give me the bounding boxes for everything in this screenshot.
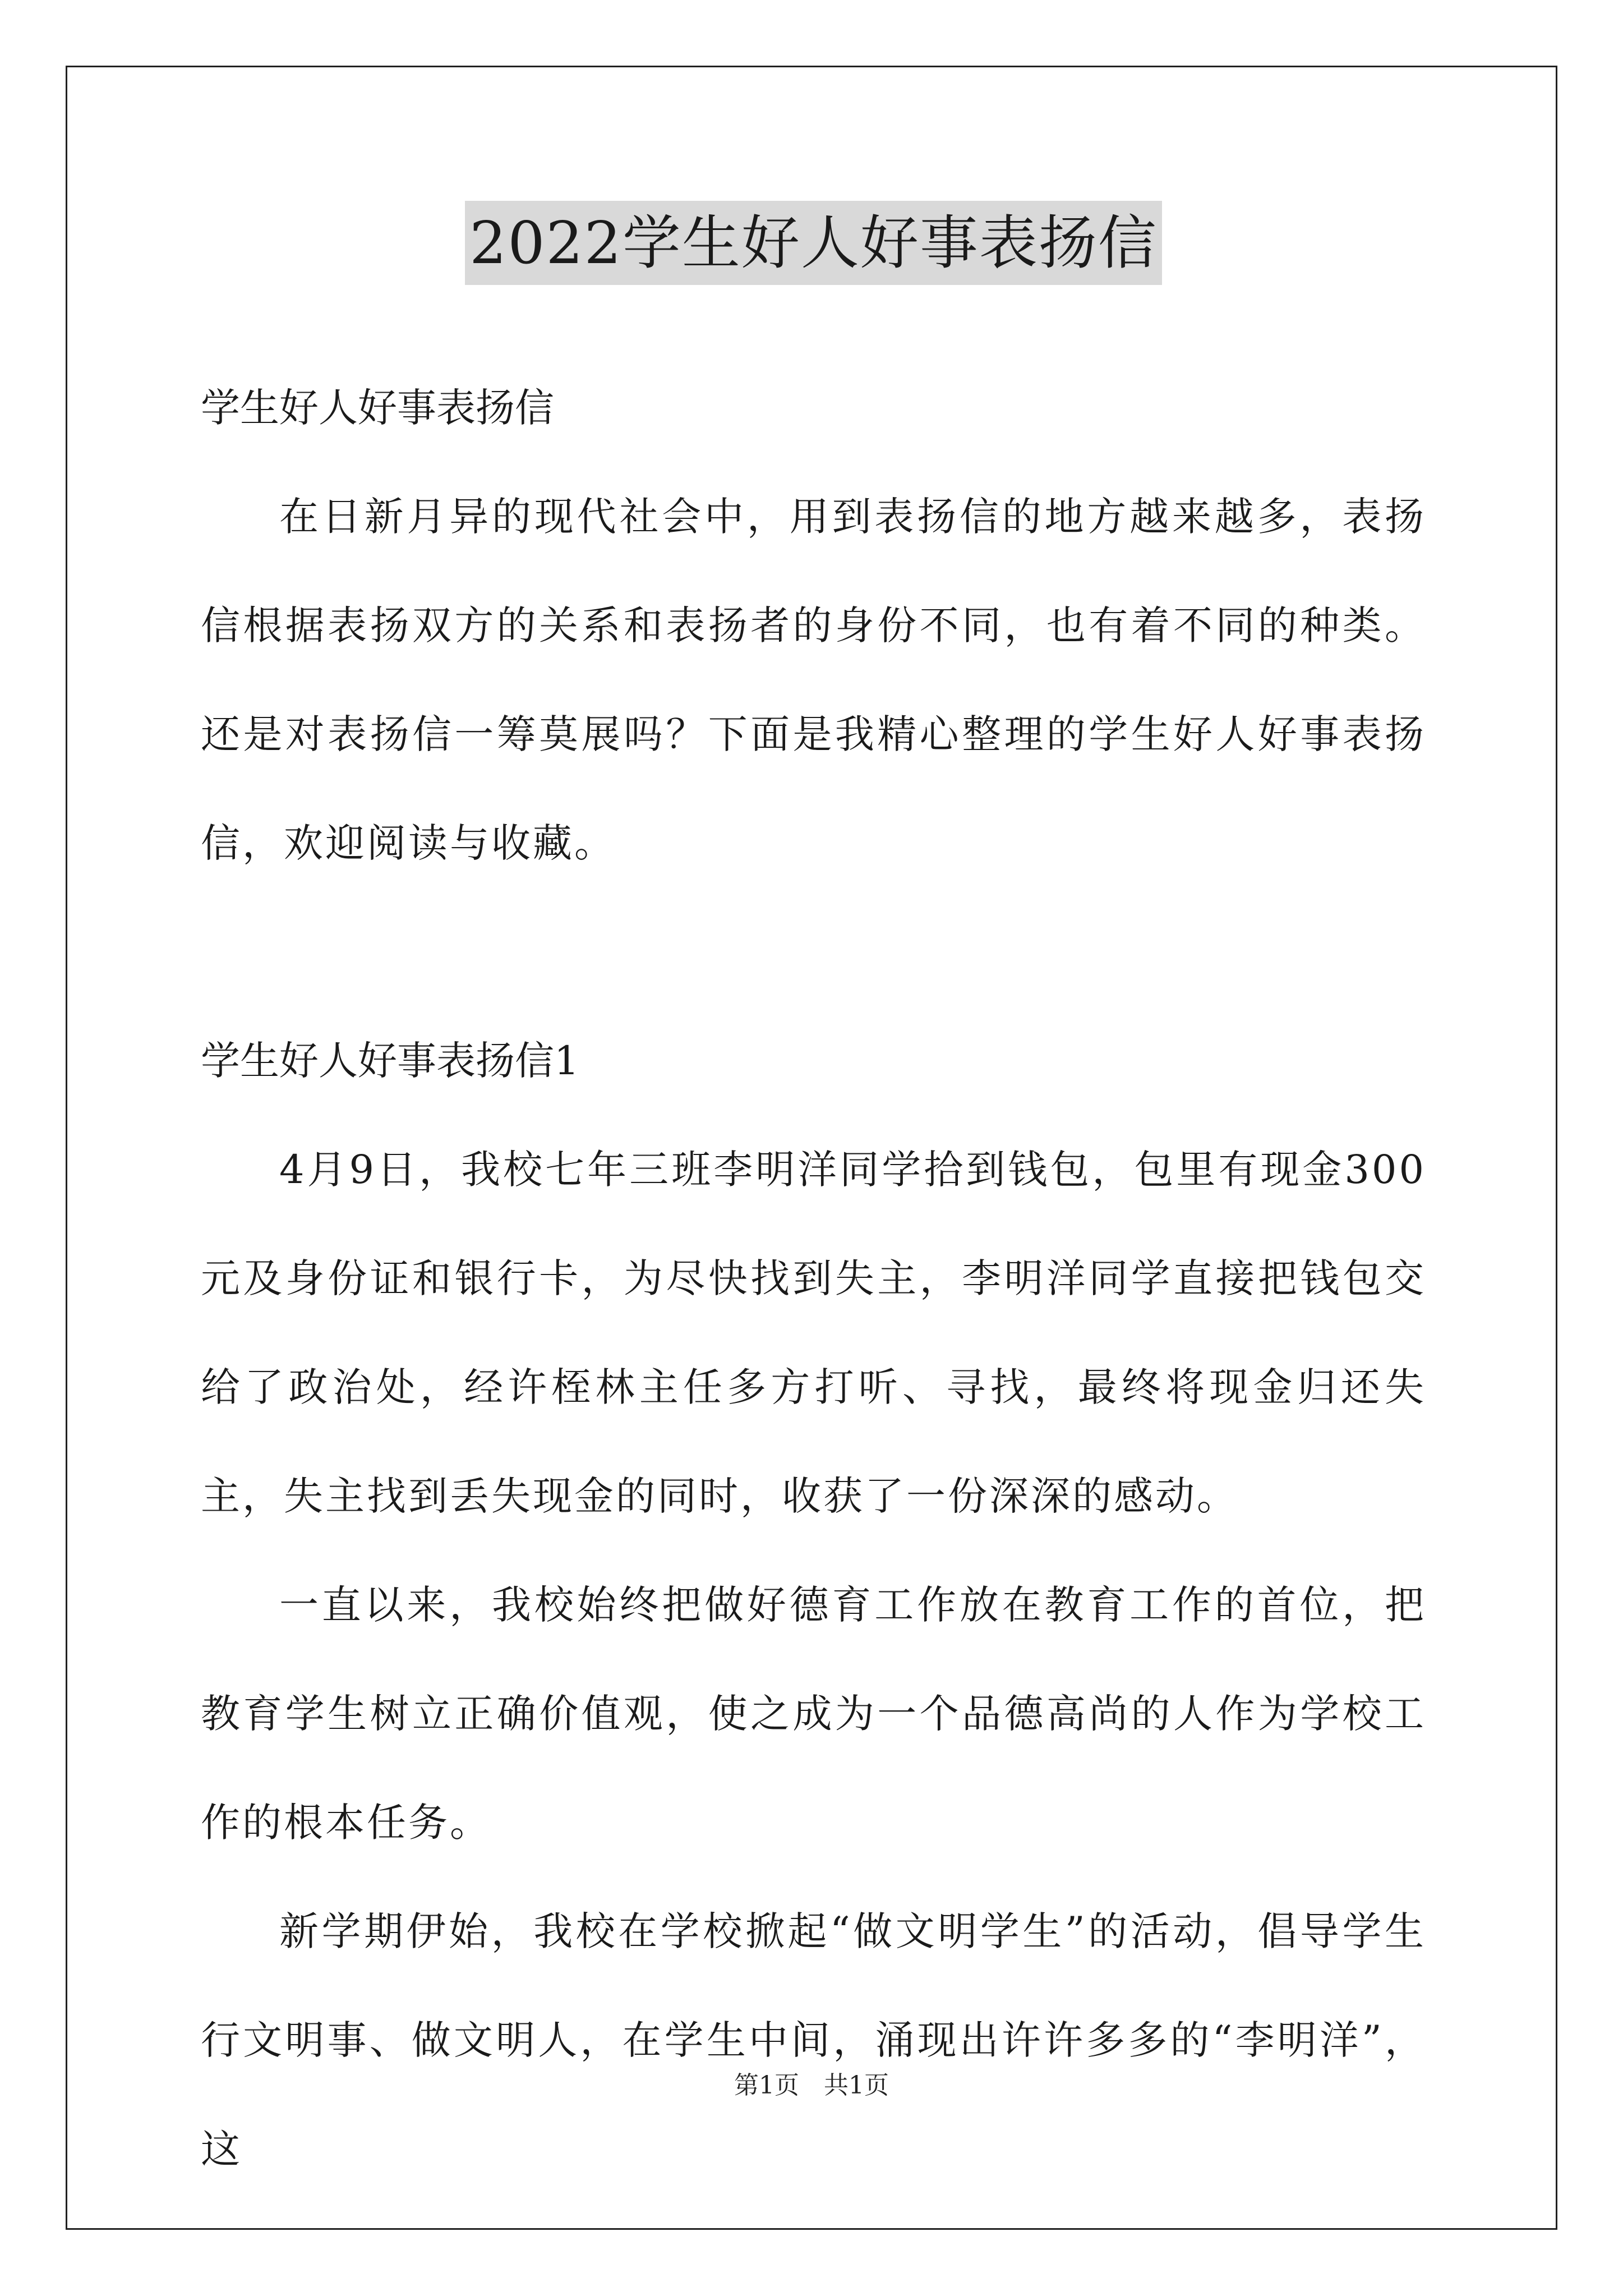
intro-heading: 学生好人好事表扬信 — [201, 385, 554, 431]
body-paragraph-3: 新学期伊始，我校在学校掀起“做文明学生”的活动，倡导学生行文明事、做文明人，在学生中间，涌现出许许多多的“李明洋”，这 — [201, 1908, 1426, 2172]
page-footer: 第1页 共1页 — [734, 2071, 889, 2100]
intro-paragraph: 在日新月异的现代社会中，用到表扬信的地方越来越多，表扬信根据表扬双方的关系和表扬者的身份不同，也有着不同的种类。还是对表扬信一筹莫展吗？下面是我精心整理的学生好人好事表扬信，欢迎阅读与收藏。 — [201, 494, 1426, 866]
document-body — [201, 191, 1426, 2203]
section-spacer — [201, 898, 1426, 1006]
section-heading: 学生好人好事表扬信1 — [201, 1038, 579, 1084]
body-paragraph-1: 4月9日，我校七年三班李明洋同学拾到钱包，包里有现金300元及身份证和银行卡，为尽快找到失主，李明洋同学直接把钱包交给了政治处，经许桎林主任多方打听、寻找，最终将现金归还失主，失主找到丢失现金的同时，收获了一份深深的感动。 — [201, 1147, 1426, 1519]
title-container — [201, 201, 1426, 285]
body-paragraph-2: 一直以来，我校始终把做好德育工作放在教育工作的首位，把教育学生树立正确价值观，使之成为一个品德高尚的人作为学校工作的根本任务。 — [201, 1582, 1426, 1846]
document-title: 2022学生好人好事表扬信 — [465, 201, 1162, 285]
